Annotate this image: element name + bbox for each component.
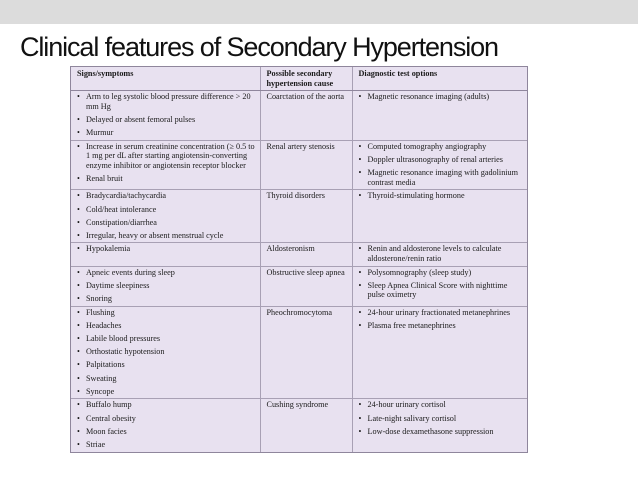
test-item: • 24-hour urinary fractionated metanephrines xyxy=(359,308,524,318)
table-row xyxy=(71,140,527,190)
cause-cell: Pheochromocytoma xyxy=(260,306,352,399)
signs-list xyxy=(77,142,256,184)
test-item: • Plasma free metanephrines xyxy=(359,321,524,331)
test-item: • Sleep Apnea Clinical Score with nighttime pulse oximetry xyxy=(359,281,524,300)
signs-list xyxy=(77,400,256,449)
tests-cell xyxy=(352,91,527,141)
signs-list xyxy=(77,92,256,138)
clinical-features-table xyxy=(70,66,528,453)
cause-cell: Obstructive sleep apnea xyxy=(260,266,352,306)
tests-cell xyxy=(352,140,527,190)
slide-top-band xyxy=(0,0,638,24)
tests-cell xyxy=(352,306,527,399)
test-item: • Polysomnography (sleep study) xyxy=(359,268,524,278)
tests-list xyxy=(359,268,524,300)
cause-cell: Cushing syndrome xyxy=(260,399,352,452)
header-tests: Diagnostic test options xyxy=(352,67,527,91)
sign-item: • Striae xyxy=(77,440,256,450)
sign-item: • Palpitations xyxy=(77,360,256,370)
sign-item: • Hypokalemia xyxy=(77,244,256,254)
table-body xyxy=(71,91,527,452)
sign-item: • Labile blood pressures xyxy=(77,334,256,344)
cause-cell: Thyroid disorders xyxy=(260,190,352,243)
signs-cell xyxy=(71,243,260,266)
test-item: • Thyroid-stimulating hormone xyxy=(359,191,524,201)
tests-cell xyxy=(352,190,527,243)
table-row xyxy=(71,91,527,141)
sign-item: • Delayed or absent femoral pulses xyxy=(77,115,256,125)
signs-list xyxy=(77,191,256,240)
signs-cell xyxy=(71,91,260,141)
sign-item: • Apneic events during sleep xyxy=(77,268,256,278)
tests-list xyxy=(359,92,524,102)
test-item: • Late-night salivary cortisol xyxy=(359,414,524,424)
tests-list xyxy=(359,244,524,263)
test-item: • Low-dose dexamethasone suppression xyxy=(359,427,524,437)
test-item: • Computed tomography angiography xyxy=(359,142,524,152)
table-header-row xyxy=(71,67,527,91)
test-item: • Magnetic resonance imaging with gadolinium contrast media xyxy=(359,168,524,187)
sign-item: • Snoring xyxy=(77,294,256,304)
sign-item: • Flushing xyxy=(77,308,256,318)
cause-cell: Coarctation of the aorta xyxy=(260,91,352,141)
tests-cell xyxy=(352,399,527,452)
tests-cell xyxy=(352,266,527,306)
signs-cell xyxy=(71,306,260,399)
tests-list xyxy=(359,191,524,201)
sign-item: • Bradycardia/tachycardia xyxy=(77,191,256,201)
tests-list xyxy=(359,142,524,188)
table-row xyxy=(71,266,527,306)
sign-item: • Moon facies xyxy=(77,427,256,437)
sign-item: • Daytime sleepiness xyxy=(77,281,256,291)
header-cause: Possible secondary hypertension cause xyxy=(260,67,352,91)
tests-cell xyxy=(352,243,527,266)
table-row xyxy=(71,190,527,243)
test-item: • Doppler ultrasonography of renal arteries xyxy=(359,155,524,165)
sign-item: • Renal bruit xyxy=(77,174,256,184)
signs-cell xyxy=(71,140,260,190)
table xyxy=(71,67,527,452)
sign-item: • Orthostatic hypotension xyxy=(77,347,256,357)
signs-list xyxy=(77,308,256,397)
sign-item: • Buffalo hump xyxy=(77,400,256,410)
signs-list xyxy=(77,244,256,254)
header-signs: Signs/symptoms xyxy=(71,67,260,91)
test-item: • 24-hour urinary cortisol xyxy=(359,400,524,410)
signs-list xyxy=(77,268,256,304)
signs-cell xyxy=(71,399,260,452)
table-row xyxy=(71,243,527,266)
signs-cell xyxy=(71,266,260,306)
table-row xyxy=(71,399,527,452)
sign-item: • Sweating xyxy=(77,374,256,384)
sign-item: • Constipation/diarrhea xyxy=(77,218,256,228)
test-item: • Renin and aldosterone levels to calculate aldosterone/renin ratio xyxy=(359,244,524,263)
cause-cell: Aldosteronism xyxy=(260,243,352,266)
sign-item: • Syncope xyxy=(77,387,256,397)
sign-item: • Arm to leg systolic blood pressure difference > 20 mm Hg xyxy=(77,92,256,111)
sign-item: • Irregular, heavy or absent menstrual cycle xyxy=(77,231,256,241)
sign-item: • Central obesity xyxy=(77,414,256,424)
tests-list xyxy=(359,400,524,436)
slide-title: Clinical features of Secondary Hypertension xyxy=(20,32,498,62)
cause-cell: Renal artery stenosis xyxy=(260,140,352,190)
sign-item: • Cold/heat intolerance xyxy=(77,205,256,215)
signs-cell xyxy=(71,190,260,243)
tests-list xyxy=(359,308,524,331)
sign-item: • Headaches xyxy=(77,321,256,331)
sign-item: • Increase in serum creatinine concentration (≥ 0.5 to 1 mg per dL after starting angiotensin-converting enzyme inhibitor or angiotensin receptor blocker xyxy=(77,142,256,171)
test-item: • Magnetic resonance imaging (adults) xyxy=(359,92,524,102)
table-row xyxy=(71,306,527,399)
sign-item: • Murmur xyxy=(77,128,256,138)
